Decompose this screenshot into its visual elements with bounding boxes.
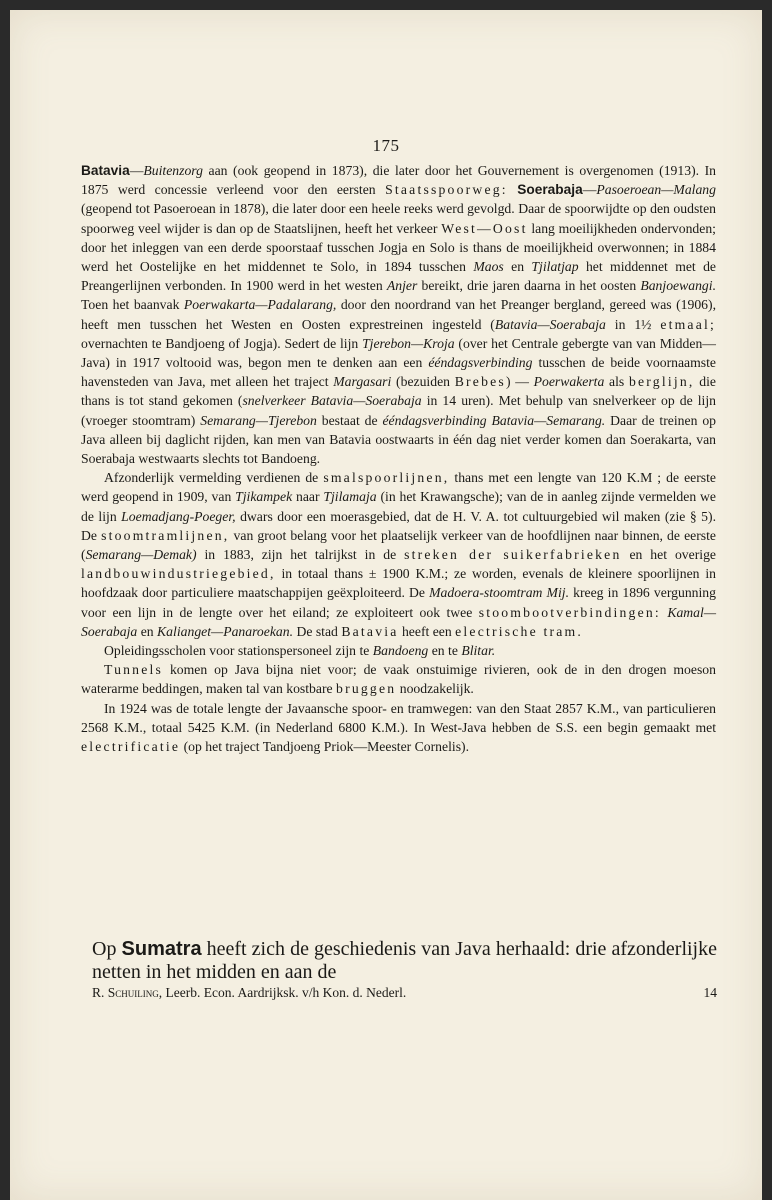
text-run: tusschen de beide voornaamste havensteden van Java, met alleen het traject xyxy=(81,355,716,390)
text-run: ééndagsverbinding xyxy=(428,355,533,371)
text-run: Soerabaja xyxy=(517,182,583,198)
text-run: lang moeilijkheden ondervonden; door het inleggen van een derde spoorstaaf tusschen Jogja en Solo is thans de moeilijkheid overwonnen; in 1884 werd het Oostelijke en het middennet te Solo, in 1894 tusschen xyxy=(81,220,716,275)
text-run: Blitar. xyxy=(461,643,496,659)
book-page xyxy=(10,10,762,1200)
text-run: streken der suikerfabrieken xyxy=(404,547,622,563)
text-run: De stad xyxy=(293,623,342,639)
text-run: ) — xyxy=(505,374,534,390)
text-run: Semarang—Demak) xyxy=(85,547,197,563)
text-run: snelverkeer Batavia—Soerabaja xyxy=(242,393,422,409)
text-run: noodzakelijk. xyxy=(396,681,474,697)
page-footer xyxy=(92,985,717,1001)
text-run: Kalianget—Panaroekan. xyxy=(157,623,294,639)
text-run: in 14 uren). Met behulp van snelverkeer op de lijn (vroeger stoomtram) xyxy=(81,393,717,428)
text-run: Poerwakerta xyxy=(533,374,605,390)
text-run: Tjerebon—Kroja xyxy=(362,335,455,351)
text-run: (bezuiden xyxy=(391,374,455,390)
text-run: in 1½ xyxy=(605,316,661,332)
text-run: Staatsspoorweg: xyxy=(385,182,508,198)
text-run: electrificatie xyxy=(81,739,181,755)
text-run: Pasoeroean—Malang xyxy=(596,182,716,198)
text-run: Margasari xyxy=(333,374,392,390)
text-run: ééndagsverbinding Batavia—Semarang. xyxy=(382,412,606,428)
paragraph-training-schools xyxy=(81,641,716,660)
text-run: electrische tram. xyxy=(455,623,583,639)
text-run: Batavia xyxy=(341,623,399,639)
text-run: — xyxy=(129,163,144,178)
text-run: naar xyxy=(292,489,324,505)
signature-number: 14 xyxy=(703,985,717,1000)
text-run: landbouwindustriegebied, xyxy=(81,566,276,582)
text-run: thans met een lengte van 120 K.M ; de eerste werd geopend in 1909, van xyxy=(81,470,717,505)
text-run: en het overige xyxy=(621,547,717,563)
text-run: die thans is tot stand gekomen ( xyxy=(81,374,716,409)
text-run: Batavia xyxy=(81,163,130,178)
text-run: aan (ook geopend in 1873), die later door het Gouvernement is overgenomen (1913). In 1875 werd concessie verleend voor den eersten xyxy=(81,163,716,198)
text-run: Banjoewangi. xyxy=(640,278,716,294)
text-run: Op xyxy=(92,938,122,960)
section-lead-sumatra xyxy=(92,938,717,984)
page-number: 175 xyxy=(372,136,400,155)
text-run: Anjer xyxy=(386,278,418,294)
text-run: als xyxy=(604,374,629,390)
text-run: bestaat de xyxy=(316,412,383,428)
text-run: In 1924 was de totale lengte der Javaansche spoor- en tramwegen: van den Staat 2857 K.M., van particulieren 2568 K.M., totaal 5425 K.M. (in Nederland 6800 K.M.). In West-Java hebben de S.S. een begin gemaakt met xyxy=(81,700,716,735)
text-run: heeft een xyxy=(398,623,456,639)
text-run: kreeg in 1896 vergunning voor een lijn in de lengte over het eiland; ze exploiteert ook twee xyxy=(81,585,716,620)
paragraph-railways-history xyxy=(81,161,716,468)
text-run: en xyxy=(503,259,532,275)
paragraph-tramlines xyxy=(81,468,716,641)
text-run: heeft zich de geschiedenis van Java herhaald: drie afzonderlijke netten in het midden en aan de xyxy=(92,938,717,983)
text-run: etmaal; xyxy=(660,316,716,332)
text-run: Daar de treinen op Java alleen bij daglicht rijden, kan men van Batavia oostwaarts in één dag niet verder komen dan Soerakarta, van Soerabaja westwaarts slechts tot Bandoeng. xyxy=(81,412,717,467)
text-run: Batavia—Soerabaja xyxy=(494,316,606,332)
text-run: en xyxy=(137,623,158,639)
text-run: Tjilamaja xyxy=(323,489,377,505)
text-run: West—Oost xyxy=(441,220,528,236)
text-run: — xyxy=(582,182,597,198)
text-run: smalspoorlijnen, xyxy=(323,470,450,486)
text-run: berglijn, xyxy=(628,374,695,390)
text-run: Buitenzorg xyxy=(143,163,203,178)
text-run: Semarang—Tjerebon xyxy=(200,412,317,428)
text-run: (op het traject Tandjoeng Priok—Meester Cornelis). xyxy=(180,739,470,755)
text-run: van groot belang voor het plaatselijk verkeer van de hoofdlijnen naar binnen, de eerste ( xyxy=(81,527,717,563)
text-run: (geopend tot Pasoeroean in 1878), die later door een heele reeks werd gevolgd. Daar de spoorwijdte op den oudsten spoorweg veel wijder is dan op de Staatslijnen, heeft het verkeer xyxy=(81,201,716,236)
paragraph-total-length xyxy=(81,699,716,757)
text-run: Bandoeng xyxy=(372,643,429,659)
text-run: in 1883, zijn het talrijkst in de xyxy=(196,547,405,563)
body-text xyxy=(81,161,716,756)
text-run: Loemadjang-Poeger, xyxy=(121,508,236,524)
text-run: in totaal thans ± 1900 K.M.; ze worden, evenals de kleinere spoorlijnen in hoofdzaak door particuliere maatschappijen geëxploiteerd. De xyxy=(81,566,716,601)
text-run: bereikt, drie jaren daarna in het oosten xyxy=(417,278,641,294)
footer-citation xyxy=(92,985,406,1001)
text-run: stoombootverbindingen: xyxy=(478,604,661,620)
text-run xyxy=(508,182,517,197)
text-run: (in het Krawangsche); van de in aanleg zijnde vermelden we de lijn xyxy=(81,489,716,524)
text-run: overnachten te Bandjoeng of Jogja). Sedert de lijn xyxy=(81,335,363,351)
text-run: dwars door een moerasgebied, dat de H. V. A. tot cultuurgebied wil maken (zie § 5). De xyxy=(81,508,717,543)
text-run: komen op Java bijna niet voor; de vaak onstuimige rivieren, ook de in den drogen moeson waterarme beddingen, maken tal van kostbare xyxy=(81,662,716,697)
text-run: Brebes xyxy=(454,374,506,390)
text-run: Tjilatjap xyxy=(531,259,579,275)
text-run: Opleidingsscholen voor stationspersoneel zijn te xyxy=(104,643,373,659)
paragraph-tunnels-bridges xyxy=(81,660,716,698)
text-run: Afzonderlijk vermelding verdienen de xyxy=(104,470,324,486)
text-run: Poerwakarta—Padalarang, xyxy=(183,297,337,313)
text-run: Tjikampek xyxy=(235,489,293,505)
text-run: bruggen xyxy=(336,681,397,697)
text-run: Toen het baanvak xyxy=(81,297,184,313)
text-run: Maos xyxy=(473,259,504,275)
text-run: Tunnels xyxy=(104,662,164,678)
text-run: Sumatra xyxy=(121,938,202,960)
footer-author: R. Schuiling, xyxy=(92,985,163,1000)
text-run: stoomtramlijnen, xyxy=(101,527,230,543)
text-run: (over het Centrale gebergte van van Midden—Java) in 1917 voltooid was, begon men te denken aan een xyxy=(81,335,716,371)
text-run: Madoera-stoomtram Mij. xyxy=(429,585,569,601)
text-run: Kamal—Soerabaja xyxy=(81,604,716,639)
text-run: het middennet met de Preangerlijnen verbonden. In 1900 werd in het westen xyxy=(81,259,716,294)
text-run: door den noordrand van het Preanger bergland, gereed was (1906), heeft men tusschen het Westen en Oosten exprestreinen ingesteld ( xyxy=(81,297,716,332)
text-run: en te xyxy=(428,643,462,659)
footer-title: Leerb. Econ. Aardrijksk. v/h Kon. d. Nederl. xyxy=(162,985,407,1000)
